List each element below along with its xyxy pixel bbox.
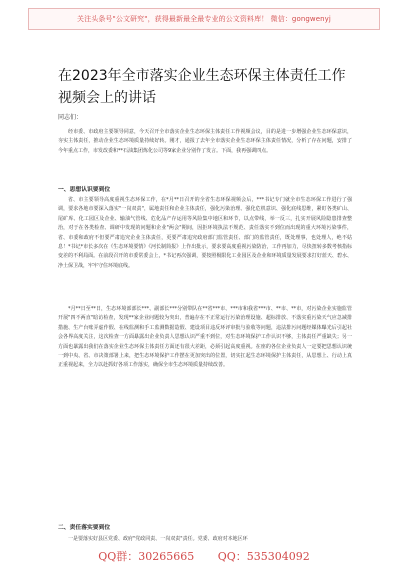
qq-group-text: QQ群：30265665 [98, 550, 195, 563]
contact-footer [0, 548, 408, 564]
promo-banner: 关注头条号"公文研究"，获得最新最全最专业的公文资料库！ 微信：gongwenyj [28, 8, 380, 30]
section-heading-2: 二、责任落实要到位 [58, 525, 111, 531]
intro-paragraph: 经市委、市政府主要领导同意，今天召开全市落实企业生态环保主体责任工作视频会议，目的是进一步增强企业生态环保意识，夯实主体责任，推动企业生态环境质量持续好转。刚才，通报了去年全市落实企业生态环保主体责任情况，分析了存在问题，安排了今年重点工作，市发改委和**石油集团炼化公司等9家企业分别作了发言。下面，我再强调四点。 [58, 129, 352, 154]
section-heading-1: 一、思想认识要到位 [58, 187, 111, 193]
section1-paragraph-2: *月**日至**日，生态环境部部长***、副部长***分别带队在**省***市、***市和我省***市、**市、**市，对污染企业实施监管开展"四不两直"暗访检查，发现**家企业问题较为突出，普遍存在不正常运行污染治理设施、超标排放、不落实重污染天气应急减排措施、生产台账弄虚作假、在线监测和手工监测数据造假、建设项目违反环评审批与验收等问题，违法排污问题经媒体曝光后引起社会各界高度关注，这次检查一方面暴露出企业负责人思想认识严重不到位，对生态环境保护工作认识不够，主体责任严重缺失；另一方面也暴露出我们在落实企业生态环保主体责任方面还有很大差距，必须引起高度重视。在座的各位企业负责人一定要把思想认识统一到中央、省、市决策部署上来，把生态环境保护工作摆在更加突出的位置，切实扛起生态环境保护主体责任，从思想上、行动上真正重视起来，全力以赴抓好各项工作落实，确保全市生态环境质量持续改善。 [58, 306, 352, 369]
section2-paragraph-1: 一是要落实好县区党委、政府"党政同责、一岗双责"责任。党委、政府对本地区环 [68, 536, 248, 542]
salutation: 同志们： [58, 114, 83, 121]
section1-paragraph-1: 省、市主要领导高度重视生态环保工作，在*月**日召开的全省生态环保视频会后，***书记专门就全市生态环保工作进行了强调，要求各地市要深入落实"一岗双责"，属地责任和企业主体责任，强化污染治理、强化危机意识、强化底线思维，紧盯各类矿山、尾矿库、化工园区及企业、输油气管线、危化品产存运用等风险集中地区和环节，以点带线，举一反三，扎实开展风险隐患排查整治，对于在各类检查、调研中发现的问题和企业"两会"期间，因拒环境执法不规范、责任落实不到位而出现的重大环境污染事件，省、市委和政府不但要严肃追究企业主体责任，更要严肃追究政府部门监管责任、部门的监管责任，既处理事，也处理人，绝不姑息！*书记*市长多次在《生态环境要情》《河长制简报》上作出批示，要求要高度重视污染防治，工作再加力，尽快扭转多数考核指标变差的不利局面。在前段召开的市委常委会上，*书记再次强调，要按照极限化工业园区及企业和环境质量发展要求打好蓝天、碧水、净土保卫战，牢牢守住环境底线。 [58, 197, 352, 269]
document-title: 在2023年全市落实企业生态环保主体责任工作视频会上的讲话 [58, 68, 346, 106]
qq-contact-text: QQ：535304092 [217, 550, 310, 563]
